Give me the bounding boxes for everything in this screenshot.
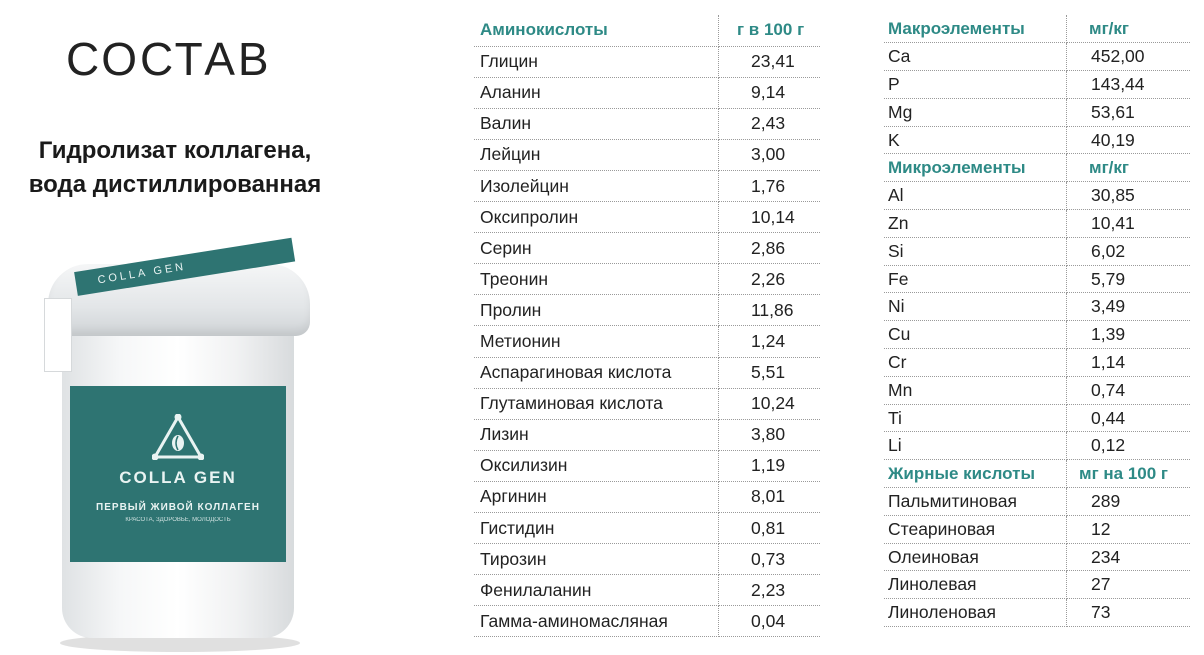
amino-value-cell: 10,24 — [719, 388, 821, 419]
fatty-value-cell: 234 — [1067, 543, 1191, 571]
amino-name-cell: Аргинин — [474, 481, 719, 512]
amino-name-cell: Пролин — [474, 295, 719, 326]
fatty-header-name: Жирные кислоты — [884, 460, 1067, 488]
amino-row — [474, 77, 820, 108]
amino-value-cell: 1,76 — [719, 170, 821, 201]
page-title: СОСТАВ — [66, 33, 272, 85]
amino-name-cell: Метионин — [474, 326, 719, 357]
micro-row — [884, 237, 1190, 265]
amino-value-cell: 9,14 — [719, 77, 821, 108]
micro-row — [884, 349, 1190, 377]
macro-row — [884, 71, 1190, 99]
amino-name-cell: Валин — [474, 108, 719, 139]
amino-value-cell: 2,43 — [719, 108, 821, 139]
fatty-row — [884, 543, 1190, 571]
lid-band: COLLA GEN — [74, 238, 295, 296]
jar-side-tag — [44, 298, 72, 372]
amino-row — [474, 326, 820, 357]
amino-name-cell: Гистидин — [474, 513, 719, 544]
micro-value-cell: 6,02 — [1067, 237, 1191, 265]
micro-name-cell: Zn — [884, 210, 1067, 238]
amino-row — [474, 481, 820, 512]
amino-row — [474, 513, 820, 544]
amino-row — [474, 46, 820, 77]
micro-value-cell: 30,85 — [1067, 182, 1191, 210]
amino-name-cell: Аспарагиновая кислота — [474, 357, 719, 388]
amino-value-cell: 5,51 — [719, 357, 821, 388]
fatty-header-unit: мг на 100 г — [1067, 460, 1191, 488]
amino-row — [474, 544, 820, 575]
composition-subtitle — [0, 134, 350, 202]
amino-value-cell: 11,86 — [719, 295, 821, 326]
amino-name-cell: Оксилизин — [474, 450, 719, 481]
amino-value-cell: 1,24 — [719, 326, 821, 357]
macro-value-cell: 53,61 — [1067, 98, 1191, 126]
amino-header-row — [474, 15, 820, 46]
fatty-row — [884, 571, 1190, 599]
fatty-name-cell: Линолевая — [884, 571, 1067, 599]
micro-name-cell: Ti — [884, 404, 1067, 432]
amino-row — [474, 295, 820, 326]
fatty-name-cell: Линоленовая — [884, 599, 1067, 627]
subtitle-line-2: вода дистиллированная — [28, 171, 322, 198]
micro-row — [884, 210, 1190, 238]
amino-value-cell: 3,80 — [719, 419, 821, 450]
micro-value-cell: 0,74 — [1067, 376, 1191, 404]
fatty-value-cell: 289 — [1067, 488, 1191, 516]
fatty-name-cell: Пальмитиновая — [884, 488, 1067, 516]
amino-row — [474, 450, 820, 481]
macro-name-cell: Mg — [884, 98, 1067, 126]
amino-value-cell: 2,86 — [719, 233, 821, 264]
fatty-name-cell: Стеариновая — [884, 515, 1067, 543]
amino-row — [474, 202, 820, 233]
brand-logo-icon — [152, 414, 204, 460]
jar-label — [70, 386, 286, 562]
amino-row — [474, 264, 820, 295]
micro-name-cell: Al — [884, 182, 1067, 210]
amino-name-cell: Лизин — [474, 419, 719, 450]
micro-row — [884, 376, 1190, 404]
brand-tagline: ПЕРВЫЙ ЖИВОЙ КОЛЛАГЕН — [96, 502, 260, 513]
amino-row — [474, 575, 820, 606]
jar-lid — [48, 260, 310, 336]
micro-value-cell: 0,12 — [1067, 432, 1191, 460]
amino-name-cell: Гамма-аминомасляная — [474, 606, 719, 637]
amino-row — [474, 606, 820, 637]
micro-name-cell: Li — [884, 432, 1067, 460]
micro-row — [884, 265, 1190, 293]
macro-header-row — [884, 15, 1190, 43]
amino-value-cell: 23,41 — [719, 46, 821, 77]
micro-name-cell: Fe — [884, 265, 1067, 293]
micro-row — [884, 182, 1190, 210]
macro-value-cell: 143,44 — [1067, 71, 1191, 99]
fatty-row — [884, 599, 1190, 627]
amino-value-cell: 10,14 — [719, 202, 821, 233]
micro-row — [884, 293, 1190, 321]
amino-value-cell: 3,00 — [719, 139, 821, 170]
brand-subline: КРАСОТА, ЗДОРОВЬЕ, МОЛОДОСТЬ — [125, 517, 231, 523]
micro-name-cell: Mn — [884, 376, 1067, 404]
amino-name-cell: Глицин — [474, 46, 719, 77]
amino-row — [474, 108, 820, 139]
macro-row — [884, 43, 1190, 71]
macro-name-cell: Ca — [884, 43, 1067, 71]
amino-name-cell: Фенилаланин — [474, 575, 719, 606]
amino-row — [474, 139, 820, 170]
fatty-row — [884, 515, 1190, 543]
fatty-row — [884, 488, 1190, 516]
micro-value-cell: 10,41 — [1067, 210, 1191, 238]
fatty-value-cell: 12 — [1067, 515, 1191, 543]
macro-header-name: Макроэлементы — [884, 15, 1067, 43]
micro-value-cell: 5,79 — [1067, 265, 1191, 293]
micro-value-cell: 0,44 — [1067, 404, 1191, 432]
fatty-value-cell: 73 — [1067, 599, 1191, 627]
micro-name-cell: Si — [884, 237, 1067, 265]
amino-value-cell: 0,81 — [719, 513, 821, 544]
fatty-value-cell: 27 — [1067, 571, 1191, 599]
amino-row — [474, 357, 820, 388]
amino-name-cell: Глутаминовая кислота — [474, 388, 719, 419]
amino-name-cell: Оксипролин — [474, 202, 719, 233]
micro-row — [884, 321, 1190, 349]
macro-header-unit: мг/кг — [1067, 15, 1191, 43]
amino-name-cell: Аланин — [474, 77, 719, 108]
fatty-name-cell: Олеиновая — [884, 543, 1067, 571]
macro-row — [884, 98, 1190, 126]
amino-value-cell: 2,23 — [719, 575, 821, 606]
macro-value-cell: 452,00 — [1067, 43, 1191, 71]
micro-value-cell: 1,39 — [1067, 321, 1191, 349]
amino-row — [474, 233, 820, 264]
micro-header-row — [884, 154, 1190, 182]
micro-row — [884, 404, 1190, 432]
macro-value-cell: 40,19 — [1067, 126, 1191, 154]
amino-acids-table — [474, 15, 820, 637]
micro-value-cell: 3,49 — [1067, 293, 1191, 321]
product-jar-image — [40, 258, 310, 648]
amino-value-cell: 0,73 — [719, 544, 821, 575]
amino-header-unit: г в 100 г — [719, 15, 821, 46]
fatty-header-row — [884, 460, 1190, 488]
amino-name-cell: Серин — [474, 233, 719, 264]
amino-name-cell: Треонин — [474, 264, 719, 295]
brand-name: COLLA GEN — [119, 468, 237, 487]
amino-name-cell: Тирозин — [474, 544, 719, 575]
amino-value-cell: 1,19 — [719, 450, 821, 481]
micro-name-cell: Cu — [884, 321, 1067, 349]
amino-value-cell: 8,01 — [719, 481, 821, 512]
macro-name-cell: K — [884, 126, 1067, 154]
micro-value-cell: 1,14 — [1067, 349, 1191, 377]
micro-name-cell: Cr — [884, 349, 1067, 377]
macro-row — [884, 126, 1190, 154]
amino-name-cell: Изолейцин — [474, 170, 719, 201]
amino-value-cell: 0,04 — [719, 606, 821, 637]
amino-row — [474, 419, 820, 450]
amino-header-name: Аминокислоты — [474, 15, 719, 46]
macro-name-cell: P — [884, 71, 1067, 99]
subtitle-line-1: Гидролизат коллагена, — [38, 137, 312, 164]
micro-header-unit: мг/кг — [1067, 154, 1191, 182]
micro-header-name: Микроэлементы — [884, 154, 1067, 182]
minerals-table — [884, 15, 1190, 627]
micro-row — [884, 432, 1190, 460]
amino-name-cell: Лейцин — [474, 139, 719, 170]
micro-name-cell: Ni — [884, 293, 1067, 321]
amino-row — [474, 388, 820, 419]
amino-row — [474, 170, 820, 201]
amino-value-cell: 2,26 — [719, 264, 821, 295]
